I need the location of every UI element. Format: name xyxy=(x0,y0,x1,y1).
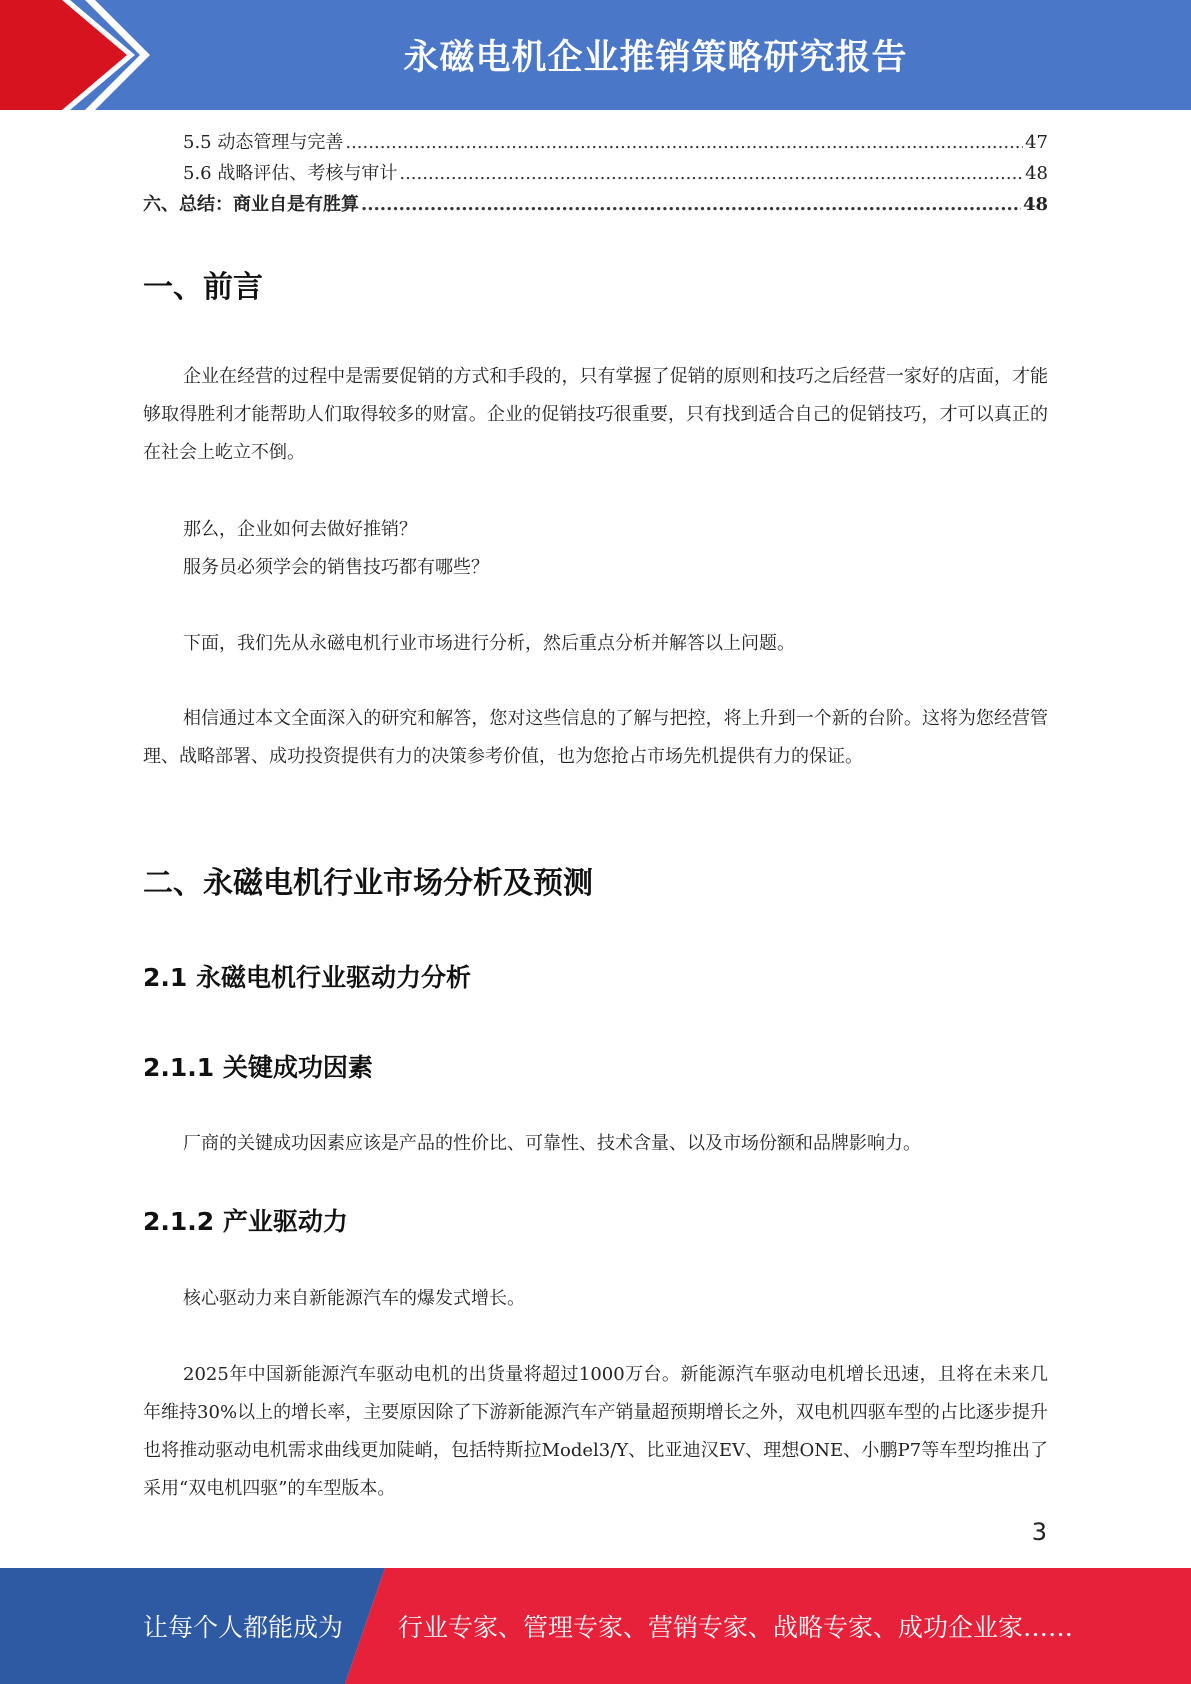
preface-paragraph-2 xyxy=(143,625,1048,663)
preface-paragraph-3 xyxy=(143,700,1048,776)
section-preface-heading-wrap xyxy=(143,262,1048,306)
toc-entry-label: 六、总结：商业自是有胜算 xyxy=(143,194,359,215)
question-1: 那么，企业如何去做好推销？ xyxy=(183,519,417,540)
header-title xyxy=(150,0,1191,110)
section-heading: 二、永磁电机行业市场分析及预测 xyxy=(143,866,593,901)
question-2: 服务员必须学会的销售技巧都有哪些？ xyxy=(183,557,489,578)
subsection-heading: 2.1.2 产业驱动力 xyxy=(143,1207,348,1236)
paragraph: 相信通过本文全面深入的研究和解答，您对这些信息的了解与把控，将上升到一个新的台阶。这将为您经营管理、战略部署、成功投资提供有力的决策参考价值，也为您抢占市场先机提供有力的保证。 xyxy=(143,708,1048,767)
toc-leader-dots xyxy=(399,163,1023,184)
toc-entry[interactable] xyxy=(143,159,1048,190)
subsection-heading: 2.1 永磁电机行业驱动力分析 xyxy=(143,963,471,992)
preface-paragraph-1 xyxy=(143,358,1048,472)
header-band xyxy=(0,0,1191,110)
paragraph: 核心驱动力来自新能源汽车的爆发式增长。 xyxy=(183,1288,525,1309)
preface-questions xyxy=(143,511,1048,587)
table-of-contents xyxy=(143,128,1048,221)
paragraph: 厂商的关键成功因素应该是产品的性价比、可靠性、技术含量、以及市场份额和品牌影响力。 xyxy=(183,1133,921,1154)
toc-entry-label: 5.6 战略评估、考核与审计 xyxy=(183,163,398,184)
toc-entry-page: 48 xyxy=(1022,194,1048,215)
toc-entry[interactable] xyxy=(143,190,1048,221)
footer-band xyxy=(0,1568,1191,1684)
paragraph-2-1-2-b xyxy=(143,1356,1048,1508)
page-number: 3 xyxy=(1031,1518,1047,1546)
footer-slogan-left: 让每个人都能成为 xyxy=(143,1613,344,1642)
toc-leader-dots xyxy=(345,132,1023,153)
toc-leader-dots xyxy=(361,194,1021,215)
paragraph-2-1-2-a xyxy=(143,1280,1048,1318)
section-market-heading-wrap xyxy=(143,858,1048,902)
paragraph: 下面，我们先从永磁电机行业市场进行分析，然后重点分析并解答以上问题。 xyxy=(183,633,795,654)
subsection-heading: 2.1.1 关键成功因素 xyxy=(143,1053,373,1082)
toc-entry[interactable] xyxy=(143,128,1048,159)
toc-entry-page: 47 xyxy=(1025,132,1048,153)
subsection-2-1 xyxy=(143,958,1048,994)
footer-slogan-right: 行业专家、管理专家、营销专家、战略专家、成功企业家…… xyxy=(398,1613,1074,1642)
section-heading: 一、前言 xyxy=(143,270,263,305)
paragraph-2-1-1 xyxy=(143,1125,1048,1163)
header-arrow-icon xyxy=(0,0,170,110)
paragraph: 2025年中国新能源汽车驱动电机的出货量将超过1000万台。新能源汽车驱动电机增长迅速，且将在未来几年维持30%以上的增长率，主要原因除了下游新能源汽车产销量超预期增长之外，双电机四驱车型的占比逐步提升也将推动驱动电机需求曲线更加陡峭，包括特斯拉Model3/Y、比亚迪汉EV、理想ONE、小鹏P7等车型均推出了采用“双电机四驱”的车型版本。 xyxy=(143,1364,1048,1499)
subsection-2-1-2 xyxy=(143,1202,1048,1238)
report-title: 永磁电机企业推销策略研究报告 xyxy=(403,38,908,78)
toc-entry-label: 5.5 动态管理与完善 xyxy=(183,132,344,153)
paragraph: 企业在经营的过程中是需要促销的方式和手段的，只有掌握了促销的原则和技巧之后经营一家好的店面，才能够取得胜利才能帮助人们取得较多的财富。企业的促销技巧很重要，只有找到适合自己的促销技巧，才可以真正的在社会上屹立不倒。 xyxy=(143,366,1048,463)
toc-entry-page: 48 xyxy=(1025,163,1048,184)
subsection-2-1-1 xyxy=(143,1048,1048,1084)
